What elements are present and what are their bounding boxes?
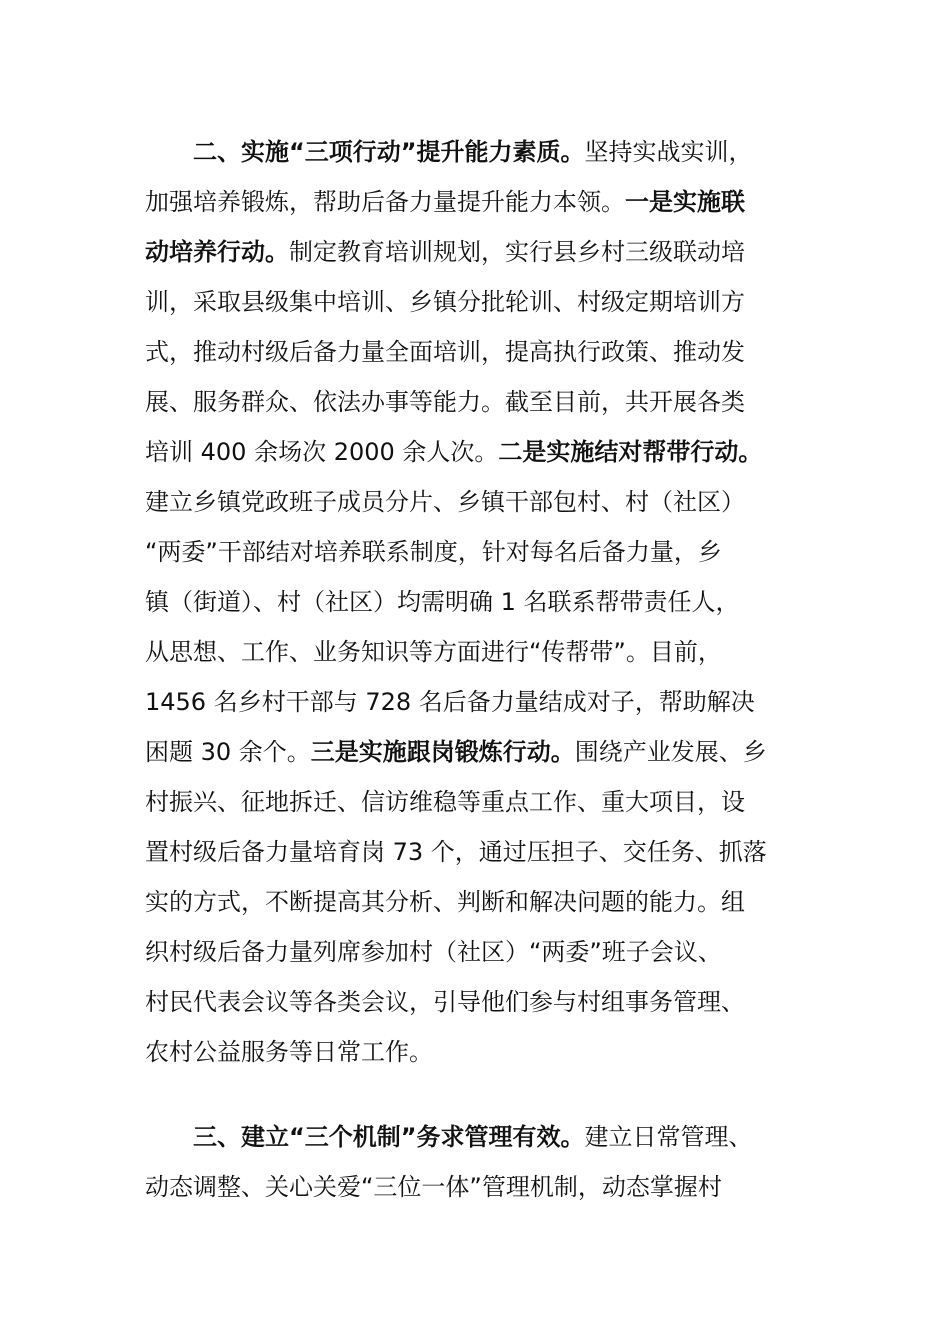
paragraph-line [145,927,815,977]
paragraph-line [145,527,815,577]
paragraph-line [145,977,815,1027]
body-text: 村振兴、征地拆迁、信访维稳等重点工作、重大项目，设 [145,788,745,816]
body-text: 置村级后备力量培育岗 73 个，通过压担子、交任务、抓落 [145,838,767,866]
body-text: 培训 400 余场次 2000 余人次。 [145,438,499,466]
paragraph-line [145,877,815,927]
body-text: “两委”干部结对培养联系制度，针对每名后备力量，乡 [145,538,722,566]
body-text: 加强培养锻炼，帮助后备力量提升能力本领。 [145,188,625,216]
body-text: 织村级后备力量列席参加村（社区）“两委”班子会议、 [145,938,722,966]
body-text: 式，推动村级后备力量全面培训，提高执行政策、推动发 [145,338,745,366]
body-text: 建立乡镇党政班子成员分片、乡镇干部包村、村（社区） [145,488,745,516]
body-text: 村民代表会议等各类会议，引导他们参与村组事务管理、 [145,988,745,1016]
paragraph-line [145,177,815,227]
body-text: 坚持实战实训， [584,138,753,166]
paragraph-line [145,327,815,377]
paragraph-line [193,127,863,177]
body-text: 建立日常管理、 [584,1123,753,1151]
bold-subheading: 二是实施结对帮带行动。 [498,438,763,466]
body-text: 镇（街道）、村（社区）均需明确 1 名联系帮带责任人， [145,588,740,616]
paragraph-line [145,377,815,427]
body-text: 训，采取县级集中培训、乡镇分批轮训、村级定期培训方 [145,288,745,316]
paragraph-line [145,777,815,827]
body-text: 围绕产业发展、乡 [574,738,767,766]
paragraph-line [145,427,815,477]
paragraph-line [145,1027,815,1077]
paragraph-line [145,227,815,277]
body-text: 农村公益服务等日常工作。 [145,1038,433,1066]
paragraph-line [145,577,815,627]
section-heading: 三、建立“三个机制”务求管理有效。 [193,1123,585,1151]
paragraph-line [145,827,815,877]
bold-subheading: 三是实施跟岗锻炼行动。 [310,738,575,766]
bold-subheading: 一是实施联 [625,188,745,216]
paragraph-line [145,277,815,327]
paragraph-line [193,1112,863,1162]
paragraph-line [145,727,815,777]
paragraph-line [145,627,815,677]
body-text: 困题 30 余个。 [145,738,311,766]
paragraph-line [145,477,815,527]
body-text: 制定教育培训规划，实行县乡村三级联动培 [289,238,745,266]
bold-subheading: 动培养行动。 [145,238,289,266]
body-text: 动态调整、关心关爱“三位一体”管理机制，动态掌握村 [145,1173,722,1201]
body-text: 1456 名乡村干部与 728 名后备力量结成对子，帮助解决 [145,688,755,716]
paragraph-line [145,1162,815,1212]
paragraph-line [145,677,815,727]
body-text: 展、服务群众、依法办事等能力。截至目前，共开展各类 [145,388,745,416]
section-heading: 二、实施“三项行动”提升能力素质。 [193,138,585,166]
body-text: 实的方式，不断提高其分析、判断和解决问题的能力。组 [145,888,745,916]
body-text: 从思想、工作、业务知识等方面进行“传帮带”。目前， [145,638,722,666]
